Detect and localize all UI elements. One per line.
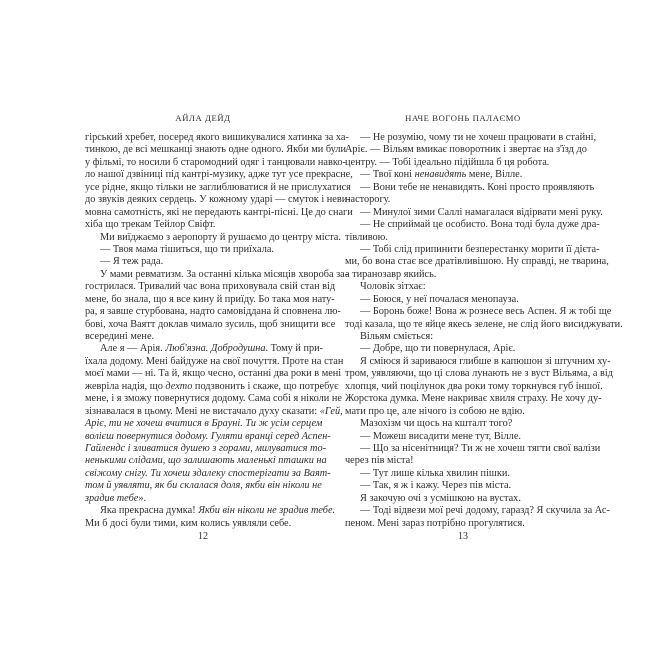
text-segment: Яка прекрасна думка! (100, 505, 199, 517)
text-line (85, 293, 335, 306)
text-segment: — Минулої зими Саллі намагалася відірвати мені руку. (360, 206, 603, 218)
text-segment: ». (138, 492, 147, 504)
text-line (85, 256, 321, 268)
text-segment: Я сміюся й зариваюся глибше в капюшон зі штучним ху- (360, 355, 611, 367)
text-line (345, 380, 603, 393)
page-body-text (85, 132, 353, 530)
text-line (85, 455, 327, 467)
text-line (345, 232, 581, 244)
text-segment: Ми б досі були тими, ким колись уявляли себе. (85, 517, 292, 529)
text-line (345, 144, 587, 156)
text-line (345, 194, 581, 206)
text-line (85, 144, 347, 156)
italic-text: том й уявляти, як би склалася доля, якби він ніколи не (85, 480, 322, 492)
text-line (345, 431, 581, 443)
text-line (345, 256, 609, 268)
text-line (85, 380, 339, 393)
italic-text: свіжому снігу. Ти хочеш здалеку спостерігати за Ваят- (85, 467, 331, 479)
text-segment: Вільям сміється: (360, 331, 434, 342)
text-segment: — Твоя мама тішиться, що ти приїхала. (100, 243, 274, 255)
text-line (85, 169, 353, 181)
text-segment: — Що за нісенітниця? Ти ж не хочеш тягти свої валізи (360, 442, 601, 454)
text-line (345, 355, 611, 368)
text-line (85, 467, 331, 480)
italic-text: «Гей, (319, 405, 343, 417)
text-segment: Жорстока думка. Мене накриває хвиля страху. Не хочу ду- (345, 393, 602, 405)
text-line (345, 281, 581, 293)
text-segment: жевріла надія, що (85, 380, 166, 392)
text-line (345, 368, 613, 380)
italic-text: волієш повернутися додому. Гуляти вранці серед Аспен- (85, 430, 331, 442)
text-segment: Ми виїджаємо з аеропорту й рушаємо до центру міста. (100, 231, 341, 243)
italic-text: ненькими слідами, що залишають маленькі пташки на (85, 455, 327, 467)
text-line (85, 156, 346, 169)
text-segment: — Боюся, у неї почалася менопауза. (360, 293, 519, 305)
text-line (85, 331, 321, 343)
text-line (345, 455, 581, 467)
italic-text: зрадив тебе (85, 492, 139, 504)
text-line (85, 219, 321, 231)
text-line (85, 368, 342, 380)
text-segment: мовна самотність, які не передають кантрі-пісні. Це до снаги (85, 206, 353, 218)
text-line (85, 430, 331, 443)
running-header-author: АЙЛА ДЕЙД (175, 113, 231, 123)
text-line (85, 206, 353, 219)
text-segment: — Тут лише кілька хвилин пішки. (360, 467, 510, 479)
text-segment: усе рідне, якщо тільки не заглиблюватися й не прислухатися (85, 181, 351, 193)
text-line (345, 181, 595, 194)
text-segment: ра, я завше стурбована, надто самовіддана й сповнена лю- (85, 306, 341, 318)
page-number: 13 (458, 531, 468, 542)
text-line (345, 442, 601, 455)
italic-text: Гайлендс і зливатися душею з горами, милуватися то- (85, 442, 327, 454)
text-segment: мене, Вілле. (466, 169, 523, 181)
text-line (85, 405, 343, 418)
text-segment: — Вони тебе не ненавидять. Коні просто проявляють (360, 181, 595, 193)
text-segment: мати про це, але нічого із собою не вдію. (345, 405, 525, 417)
text-line (85, 306, 341, 318)
text-segment: їхала додому. Мені байдуже на свої почуття. Проте на стан (85, 355, 344, 367)
text-line (85, 244, 321, 256)
text-line (85, 318, 336, 331)
text-line (345, 132, 597, 144)
text-segment: хіба що трекам Тейлор Свіфт. (85, 219, 216, 231)
text-line (345, 169, 581, 181)
text-segment: — Добре, що ти повернулася, Аріє. (360, 343, 516, 355)
text-line (345, 157, 581, 169)
text-segment: тинкою, де всі мешканці знають одне одного. Якби ми були (85, 144, 347, 156)
text-line (345, 331, 581, 343)
italic-text: Люб'язна. Добродушна (165, 343, 266, 355)
text-segment: у фільмі, то носили б старомодний одяг і танцювали навко- (85, 156, 346, 168)
text-segment: мене, і я зможу повернутися додому. Сама собі я ніколи не (85, 393, 342, 405)
text-segment: до звуків деяких сердець. У кожному ударі — смуток і неви- (85, 194, 351, 206)
page-number: 12 (198, 531, 208, 542)
text-segment: насторогу. (345, 194, 391, 206)
text-line (345, 393, 602, 405)
text-segment: хлопця, чий поцілунок два роки тому торкнувся губ іншої. (345, 380, 603, 392)
text-segment: пеном. Мені зараз потрібно прогулятися. (345, 517, 525, 529)
text-line (85, 132, 349, 144)
text-segment: гірський хребет, посеред якого вишикувалися хатинка за ха- (85, 132, 349, 143)
text-segment: . Тому й при- (265, 343, 324, 355)
text-segment: — Не сприймай це особисто. Вона тоді була дуже дра- (360, 219, 600, 231)
italic-text: Якби він ніколи не зрадив тебе. (198, 505, 336, 517)
text-segment: — Не розумію, чому ти не хочеш працювати в стайні, (360, 132, 597, 143)
text-segment: Мазохізм чи щось на кшталт того? (360, 418, 513, 430)
italic-text: ненавидять (414, 169, 467, 181)
italic-text: дехто (165, 380, 193, 392)
text-segment: — Так, я ж і кажу. Через пів міста. (360, 480, 512, 492)
text-segment: Я закочую очі з усмішкою на вустах. (360, 492, 521, 504)
text-line (85, 442, 327, 455)
text-segment: Але я — Арія. (100, 343, 166, 355)
text-line (345, 306, 612, 318)
text-segment: бові, хоча Ваятт доклав чимало зусиль, щоб знищити все (85, 318, 336, 330)
text-line (345, 294, 581, 306)
text-segment: тівливою. (345, 231, 388, 243)
text-line (345, 480, 581, 492)
text-line (85, 505, 336, 517)
text-segment: ло нашої дзвіниці під кантрі-музику, адже тут усе прекрасне, (85, 169, 353, 181)
text-line (345, 343, 581, 355)
text-segment: тром, уявляючи, що ці слова лунають не з вуст Вільяма, а від (345, 368, 613, 380)
text-line (345, 518, 581, 530)
text-segment: — Я теж рада. (100, 256, 164, 268)
text-segment: ми, бо вона стає все дратівливішою. Ну справді, не тварина, (345, 256, 609, 268)
text-line (345, 468, 581, 480)
text-segment: гострилася. Тривалий час вона приховувала свій стан від (85, 281, 336, 293)
text-line (85, 355, 344, 368)
text-segment: всередині мене. (85, 331, 155, 342)
text-segment: а тиранозавр якийсь. (345, 268, 437, 280)
text-segment: — Твої коні (360, 169, 415, 181)
text-line (85, 231, 341, 244)
text-segment: мене, бо знала, що я все кину й приїду. Бо така моя нату- (85, 293, 335, 305)
text-segment: Аріє. — Вільям вмикає поворотник і звертає на з'їзд до (345, 144, 587, 156)
text-line (85, 181, 351, 194)
text-line (85, 194, 351, 206)
text-segment: — Тобі слід припинити безперестанку морити її дієта- (360, 243, 600, 255)
text-line (345, 493, 581, 505)
text-segment: Чоловік зітхає: (360, 281, 426, 293)
text-line (85, 518, 321, 530)
text-line (345, 505, 610, 517)
text-line (345, 206, 603, 219)
text-segment: тоді казала, що те яйце якесь зелене, не слід його висиджувати. (345, 318, 623, 330)
running-header-title: НАЧЕ ВОГОНЬ ПАЛАЄМО (405, 113, 521, 123)
text-line (345, 318, 623, 331)
text-line (85, 343, 324, 355)
text-segment: центру. — Тобі ідеально підійшла б ця робота. (345, 156, 550, 168)
text-segment: зізнавалася в цьому. Мені не вистачало духу сказати: (85, 405, 320, 417)
text-line (85, 418, 321, 430)
text-line (85, 268, 349, 281)
text-line (345, 418, 581, 430)
text-line (345, 219, 600, 231)
text-segment: моєї мами — ні. Та й, якщо чесно, останні два роки в мені (85, 368, 342, 380)
text-line (85, 480, 321, 492)
text-line (85, 281, 336, 293)
text-line (345, 269, 581, 281)
text-segment: через пів міста! (345, 455, 414, 467)
italic-text: Аріє, ти не хочеш вчитися в Брауні. Ти ж усім серцем (85, 418, 323, 430)
text-segment: У мами ревматизм. За останні кілька місяців хвороба за- (100, 268, 349, 280)
text-line (345, 243, 600, 256)
text-line (345, 406, 581, 418)
page-body-text (345, 132, 623, 530)
text-segment: подзвонить і скаже, що потребує (192, 380, 339, 392)
text-segment: — Тоді відвези мої речі додому, гаразд? Я скучила за Ас- (360, 505, 610, 517)
text-segment: — Боронь боже! Вона ж рознесе весь Аспен. Я ж тобі ще (360, 306, 612, 318)
text-line (85, 393, 342, 405)
text-segment: — Можеш висадити мене тут, Вілле. (360, 430, 521, 442)
text-line (85, 493, 321, 505)
